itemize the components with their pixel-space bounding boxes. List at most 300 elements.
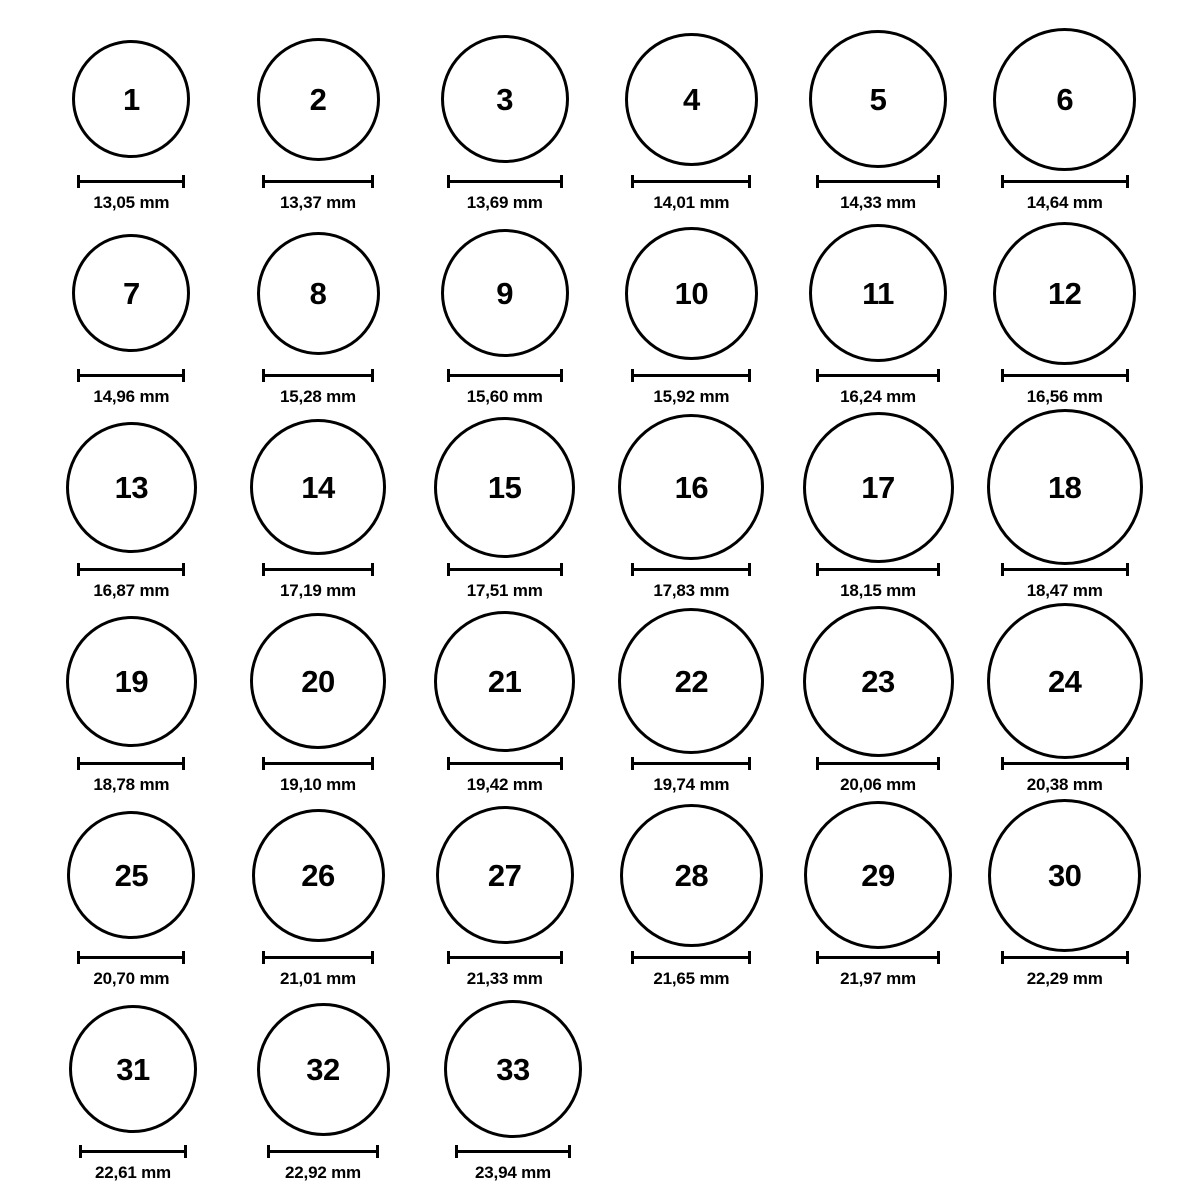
ruler-tick-left (816, 563, 819, 576)
ring-circle-wrap (230, 996, 416, 1142)
ruler-tick-left (77, 951, 80, 964)
ring-diameter-label: 17,19 mm (280, 581, 356, 600)
ruler-tick-left (447, 563, 450, 576)
ring-size-number: 27 (487, 857, 522, 893)
ring-diameter-label: 21,97 mm (840, 969, 916, 988)
ruler-tick-left (267, 1145, 270, 1158)
ring-size-cell[interactable] (413, 802, 596, 989)
ring-size-row (40, 608, 1160, 802)
ring-diameter-ruler (262, 563, 374, 575)
ring-diameter-ruler (262, 175, 374, 187)
ruler-tick-right (371, 951, 374, 964)
ring-size-cell[interactable] (230, 996, 416, 1183)
ring-circle-wrap (40, 996, 226, 1142)
ruler-tick-left (77, 757, 80, 770)
ring-size-cell[interactable] (973, 26, 1156, 213)
ring-size-cell[interactable] (600, 414, 783, 601)
ring-circle[interactable] (257, 38, 380, 161)
ruler-tick-left (816, 369, 819, 382)
ring-circle-wrap (973, 608, 1156, 754)
ring-size-number: 16 (674, 469, 709, 505)
ring-diameter-label: 14,01 mm (653, 193, 730, 212)
ring-size-number: 19 (114, 663, 149, 699)
ruler-tick-left (631, 175, 634, 188)
ruler-tick-left (1001, 175, 1004, 188)
ring-diameter-label: 18,15 mm (840, 581, 916, 600)
ruler-line (447, 180, 563, 183)
ring-size-number: 26 (301, 857, 335, 893)
ring-circle-wrap (600, 26, 783, 172)
ring-size-number: 31 (116, 1051, 150, 1087)
ruler-tick-right (560, 369, 563, 382)
ring-circle-wrap (973, 802, 1156, 948)
ring-diameter-label: 15,60 mm (466, 387, 543, 406)
ring-size-cell[interactable] (227, 608, 410, 795)
ruler-tick-right (560, 951, 563, 964)
ruler-line (447, 374, 563, 377)
ruler-line (79, 1150, 187, 1153)
ring-circle[interactable] (436, 806, 574, 944)
ring-size-cell[interactable] (40, 220, 223, 407)
ruler-tick-left (447, 369, 450, 382)
ring-diameter-ruler (1001, 175, 1129, 187)
ring-diameter-ruler (262, 757, 374, 769)
ruler-line (262, 568, 374, 571)
ruler-tick-left (1001, 369, 1004, 382)
ring-diameter-ruler (631, 175, 751, 187)
ring-size-number: 23 (861, 663, 895, 699)
ruler-tick-right (748, 951, 751, 964)
ring-size-cell[interactable] (787, 414, 970, 601)
ring-size-cell[interactable] (787, 26, 970, 213)
ring-size-cell[interactable] (600, 26, 783, 213)
ring-size-number: 13 (114, 469, 149, 505)
ring-size-number: 2 (309, 81, 327, 117)
ring-circle[interactable] (250, 613, 386, 749)
ring-diameter-ruler (77, 175, 185, 187)
ring-diameter-ruler (447, 369, 563, 381)
ruler-tick-left (77, 563, 80, 576)
ring-diameter-ruler (1001, 757, 1129, 769)
ring-circle[interactable] (66, 422, 197, 553)
ring-circle-wrap (787, 414, 970, 560)
ruler-tick-left (262, 563, 265, 576)
ring-circle[interactable] (434, 417, 575, 558)
ruler-tick-right (748, 563, 751, 576)
ruler-tick-right (568, 1145, 571, 1158)
ring-size-cell[interactable] (787, 220, 970, 407)
ring-circle[interactable] (444, 1000, 582, 1138)
ring-diameter-ruler (262, 951, 374, 963)
ring-diameter-ruler (816, 757, 940, 769)
ring-size-number: 21 (487, 663, 522, 699)
ruler-tick-left (79, 1145, 82, 1158)
ruler-line (447, 568, 563, 571)
ring-size-cell[interactable] (787, 608, 970, 795)
ruler-tick-right (937, 757, 940, 770)
ring-diameter-ruler (267, 1145, 379, 1157)
ring-size-cell[interactable] (413, 26, 596, 213)
ring-size-number: 3 (496, 81, 514, 117)
ring-circle[interactable] (620, 804, 763, 947)
ring-circle[interactable] (987, 603, 1143, 759)
ruler-tick-right (1126, 951, 1129, 964)
ring-size-cell[interactable] (40, 996, 226, 1183)
ring-circle-wrap (973, 414, 1156, 560)
ring-diameter-label: 16,87 mm (93, 581, 170, 600)
ring-circle[interactable] (809, 30, 947, 168)
ring-diameter-label: 20,70 mm (93, 969, 170, 988)
ring-size-number: 14 (301, 469, 335, 505)
ring-size-cell[interactable] (973, 608, 1156, 795)
ruler-tick-left (77, 175, 80, 188)
ring-circle-wrap (413, 414, 596, 560)
ring-diameter-label: 22,29 mm (1026, 969, 1103, 988)
ring-circle-wrap (973, 220, 1156, 366)
ring-size-number: 7 (122, 275, 140, 311)
ring-circle-wrap (40, 414, 223, 560)
ring-circle[interactable] (803, 412, 954, 563)
ring-size-number: 11 (862, 275, 894, 311)
ruler-tick-left (262, 757, 265, 770)
ring-circle-wrap (600, 802, 783, 948)
ruler-tick-right (937, 951, 940, 964)
ring-diameter-label: 16,24 mm (840, 387, 916, 406)
ring-diameter-ruler (631, 951, 751, 963)
ring-circle-wrap (787, 220, 970, 366)
ring-diameter-label: 19,10 mm (280, 775, 356, 794)
ring-circle[interactable] (625, 227, 758, 360)
ruler-tick-left (631, 757, 634, 770)
ring-size-cell[interactable] (420, 996, 606, 1183)
ring-diameter-ruler (447, 563, 563, 575)
ring-size-row (40, 414, 1160, 608)
ruler-tick-left (262, 175, 265, 188)
ruler-line (1001, 374, 1129, 377)
ring-size-row (40, 26, 1160, 220)
ruler-tick-right (371, 563, 374, 576)
ruler-tick-left (455, 1145, 458, 1158)
ring-size-number: 8 (309, 275, 327, 311)
ring-diameter-label: 17,83 mm (653, 581, 730, 600)
ring-diameter-ruler (77, 563, 185, 575)
ring-size-cell[interactable] (40, 802, 223, 989)
ruler-tick-right (937, 563, 940, 576)
ruler-tick-right (560, 175, 563, 188)
ring-diameter-ruler (77, 951, 185, 963)
ring-size-number: 12 (1047, 275, 1082, 311)
ruler-line (77, 956, 185, 959)
ring-size-number: 33 (496, 1051, 530, 1087)
ring-diameter-ruler (816, 563, 940, 575)
ruler-line (1001, 762, 1129, 765)
ring-circle[interactable] (804, 801, 952, 949)
ring-diameter-ruler (816, 951, 940, 963)
ring-diameter-ruler (816, 175, 940, 187)
ring-diameter-label: 13,69 mm (466, 193, 543, 212)
ring-circle-wrap (227, 802, 410, 948)
ring-diameter-label: 20,38 mm (1026, 775, 1103, 794)
ring-size-cell[interactable] (973, 414, 1156, 601)
ring-diameter-label: 20,06 mm (840, 775, 916, 794)
ring-circle-wrap (413, 220, 596, 366)
ruler-line (1001, 180, 1129, 183)
ruler-tick-left (1001, 951, 1004, 964)
ruler-tick-left (447, 757, 450, 770)
ring-size-cell[interactable] (600, 608, 783, 795)
ruler-line (816, 568, 940, 571)
ring-circle-wrap (600, 608, 783, 754)
ruler-line (631, 374, 751, 377)
ring-diameter-ruler (631, 563, 751, 575)
ruler-tick-right (1126, 757, 1129, 770)
ring-diameter-label: 22,92 mm (285, 1163, 361, 1182)
ring-diameter-ruler (447, 757, 563, 769)
ring-size-cell[interactable] (787, 802, 970, 989)
ring-diameter-label: 21,01 mm (280, 969, 356, 988)
ring-size-cell[interactable] (40, 26, 223, 213)
ring-circle-wrap (413, 608, 596, 754)
ring-circle[interactable] (69, 1005, 197, 1133)
ring-diameter-label: 15,92 mm (653, 387, 730, 406)
ring-circle[interactable] (441, 229, 569, 357)
ring-size-number: 25 (114, 857, 149, 893)
ring-circle[interactable] (257, 232, 380, 355)
ring-circle[interactable] (618, 414, 764, 560)
ruler-line (262, 374, 374, 377)
ring-diameter-ruler (1001, 951, 1129, 963)
ring-size-cell[interactable] (413, 414, 596, 601)
ring-size-number: 1 (122, 81, 140, 117)
ring-circle-wrap (413, 802, 596, 948)
ring-circle-wrap (973, 26, 1156, 172)
ruler-tick-right (1126, 369, 1129, 382)
ring-size-cell[interactable] (413, 608, 596, 795)
ring-diameter-ruler (1001, 369, 1129, 381)
ring-size-number: 20 (301, 663, 335, 699)
ring-circle[interactable] (625, 33, 758, 166)
ruler-tick-right (937, 175, 940, 188)
ring-circle-wrap (40, 802, 223, 948)
ring-diameter-ruler (447, 951, 563, 963)
ring-circle[interactable] (434, 611, 575, 752)
ruler-line (631, 956, 751, 959)
ring-circle-wrap (600, 220, 783, 366)
ring-diameter-ruler (79, 1145, 187, 1157)
ruler-tick-right (182, 951, 185, 964)
ruler-line (455, 1150, 571, 1153)
ruler-tick-right (1126, 175, 1129, 188)
ruler-tick-right (376, 1145, 379, 1158)
ring-size-cell[interactable] (227, 26, 410, 213)
ring-diameter-ruler (816, 369, 940, 381)
ring-size-cell[interactable] (600, 220, 783, 407)
ring-diameter-ruler (77, 757, 185, 769)
ring-size-number: 10 (674, 275, 709, 311)
ruler-tick-right (371, 369, 374, 382)
ruler-tick-left (1001, 757, 1004, 770)
ruler-tick-left (262, 951, 265, 964)
ring-diameter-label: 19,42 mm (466, 775, 543, 794)
ring-diameter-label: 14,64 mm (1026, 193, 1103, 212)
ring-size-cell[interactable] (973, 802, 1156, 989)
ring-size-number: 30 (1047, 857, 1082, 893)
ring-size-number: 18 (1047, 469, 1082, 505)
ring-size-number: 24 (1047, 663, 1082, 699)
ring-circle[interactable] (441, 35, 569, 163)
ring-diameter-label: 18,78 mm (93, 775, 170, 794)
ring-circle-wrap (227, 414, 410, 560)
ring-size-cell[interactable] (40, 414, 223, 601)
ring-size-cell[interactable] (973, 220, 1156, 407)
ring-size-number: 17 (861, 469, 895, 505)
ring-circle[interactable] (988, 799, 1141, 952)
ruler-tick-left (262, 369, 265, 382)
ring-circle-wrap (787, 26, 970, 172)
ring-circle-wrap (40, 26, 223, 172)
ruler-tick-left (447, 175, 450, 188)
ruler-tick-left (77, 369, 80, 382)
ring-circle-wrap (787, 802, 970, 948)
ring-circle[interactable] (72, 234, 190, 352)
ruler-line (1001, 568, 1129, 571)
ring-circle[interactable] (72, 40, 190, 158)
ring-circle[interactable] (809, 224, 947, 362)
ruler-line (1001, 956, 1129, 959)
ring-size-cell[interactable] (227, 220, 410, 407)
ring-circle-wrap (600, 414, 783, 560)
ring-size-cell[interactable] (413, 220, 596, 407)
ring-circle-wrap (413, 26, 596, 172)
ring-circle[interactable] (250, 419, 386, 555)
ring-diameter-label: 21,33 mm (466, 969, 543, 988)
ruler-line (77, 762, 185, 765)
ruler-line (631, 568, 751, 571)
ruler-tick-right (371, 757, 374, 770)
ruler-tick-right (560, 757, 563, 770)
ring-diameter-label: 18,47 mm (1026, 581, 1103, 600)
ruler-tick-left (631, 951, 634, 964)
ruler-line (447, 762, 563, 765)
ruler-tick-right (748, 757, 751, 770)
ring-size-number: 15 (487, 469, 522, 505)
ring-diameter-label: 13,37 mm (280, 193, 356, 212)
ring-diameter-label: 15,28 mm (280, 387, 356, 406)
ring-diameter-label: 14,96 mm (93, 387, 170, 406)
ring-diameter-label: 22,61 mm (95, 1163, 171, 1182)
ruler-tick-left (1001, 563, 1004, 576)
ring-size-row (40, 220, 1160, 414)
ring-diameter-ruler (455, 1145, 571, 1157)
ring-circle[interactable] (66, 616, 197, 747)
ruler-tick-left (816, 175, 819, 188)
ring-circle[interactable] (993, 28, 1136, 171)
ring-diameter-ruler (1001, 563, 1129, 575)
ring-circle-wrap (227, 26, 410, 172)
ring-size-row (40, 802, 1160, 996)
ruler-line (262, 762, 374, 765)
ring-circle-wrap (787, 608, 970, 754)
ruler-tick-right (748, 369, 751, 382)
ruler-tick-left (816, 757, 819, 770)
ring-size-number: 9 (496, 275, 514, 311)
ruler-tick-right (371, 175, 374, 188)
ruler-line (77, 568, 185, 571)
ruler-tick-left (447, 951, 450, 964)
ruler-line (631, 180, 751, 183)
ruler-line (631, 762, 751, 765)
ruler-tick-right (182, 175, 185, 188)
ruler-tick-left (816, 951, 819, 964)
ring-circle[interactable] (252, 809, 385, 942)
ring-size-cell[interactable] (227, 802, 410, 989)
ring-size-number: 28 (674, 857, 709, 893)
ring-size-cell[interactable] (40, 608, 223, 795)
ring-size-number: 6 (1056, 81, 1074, 117)
ruler-line (447, 956, 563, 959)
ruler-tick-left (631, 563, 634, 576)
ring-circle[interactable] (993, 222, 1136, 365)
ruler-tick-right (560, 563, 563, 576)
ring-circle[interactable] (803, 606, 954, 757)
ring-circle[interactable] (67, 811, 195, 939)
ring-diameter-label: 13,05 mm (93, 193, 170, 212)
ring-size-number: 5 (869, 81, 887, 117)
ruler-line (77, 180, 185, 183)
ring-circle-wrap (40, 220, 223, 366)
ruler-tick-right (1126, 563, 1129, 576)
ring-circle-wrap (227, 220, 410, 366)
ring-circle-wrap (420, 996, 606, 1142)
ring-diameter-ruler (631, 757, 751, 769)
ring-diameter-label: 17,51 mm (466, 581, 543, 600)
ruler-tick-right (182, 369, 185, 382)
ring-diameter-label: 23,94 mm (475, 1163, 551, 1182)
ruler-line (267, 1150, 379, 1153)
ring-circle[interactable] (257, 1003, 390, 1136)
ring-size-number: 29 (861, 857, 895, 893)
ruler-line (816, 956, 940, 959)
ring-size-cell[interactable] (227, 414, 410, 601)
ring-size-number: 22 (674, 663, 709, 699)
ring-diameter-ruler (262, 369, 374, 381)
ruler-tick-left (631, 369, 634, 382)
ring-diameter-ruler (447, 175, 563, 187)
ruler-line (816, 762, 940, 765)
ring-diameter-label: 14,33 mm (840, 193, 916, 212)
ruler-tick-right (182, 563, 185, 576)
ring-diameter-label: 19,74 mm (653, 775, 730, 794)
ruler-tick-right (184, 1145, 187, 1158)
ring-size-row (40, 996, 1160, 1190)
ring-circle[interactable] (987, 409, 1143, 565)
ring-circle-wrap (227, 608, 410, 754)
ruler-line (816, 180, 940, 183)
ring-circle-wrap (40, 608, 223, 754)
ring-size-number: 4 (682, 81, 700, 117)
ruler-tick-right (937, 369, 940, 382)
ring-diameter-ruler (77, 369, 185, 381)
ruler-line (262, 180, 374, 183)
ruler-line (816, 374, 940, 377)
ruler-line (262, 956, 374, 959)
ring-diameter-label: 16,56 mm (1026, 387, 1103, 406)
ring-size-number: 32 (306, 1051, 340, 1087)
ring-size-cell[interactable] (600, 802, 783, 989)
ring-diameter-ruler (631, 369, 751, 381)
ruler-tick-right (748, 175, 751, 188)
ring-circle[interactable] (618, 608, 764, 754)
